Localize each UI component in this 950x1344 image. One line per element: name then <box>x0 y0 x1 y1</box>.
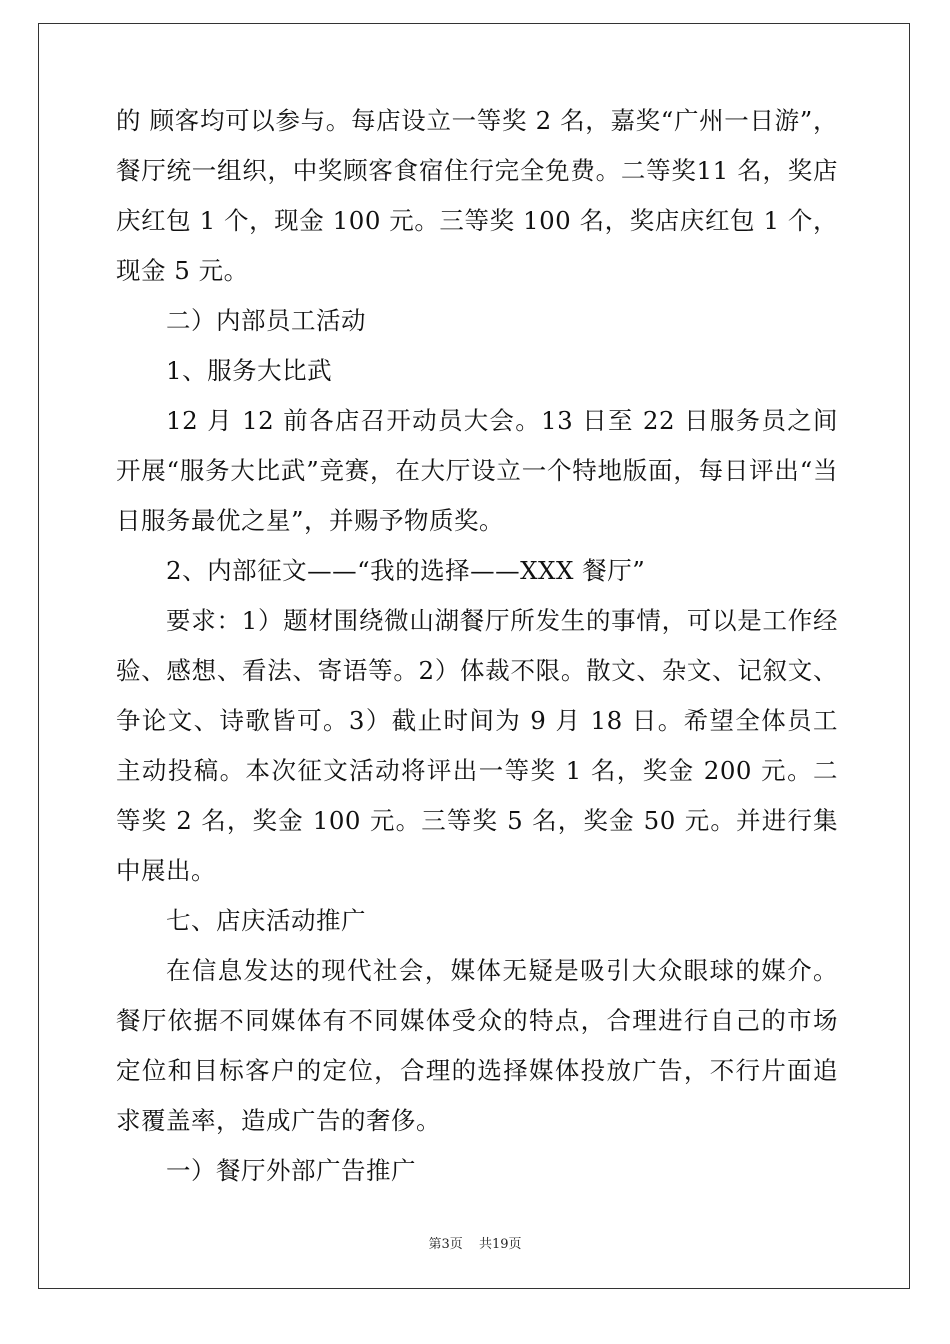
page-footer <box>0 1233 950 1252</box>
page-total: 共19页 <box>478 1237 522 1252</box>
page-number: 第3页 <box>428 1237 463 1252</box>
heading-service-contest: 1、服务大比武 <box>166 356 333 385</box>
paragraph-service-contest: 12 月 12 前各店召开动员大会。13 日至 22 日服务员之间开展“服务大比武”竞赛，在大厅设立一个特地版面，每日评出“当日服务最优之星”，并赐予物质奖。 <box>116 406 838 535</box>
document-body <box>116 96 838 1196</box>
heading-external-advertising: 一）餐厅外部广告推广 <box>166 1156 416 1185</box>
heading-promotion: 七、店庆活动推广 <box>166 906 366 935</box>
paragraph-prize-details: 的 顾客均可以参与。每店设立一等奖 2 名，嘉奖“广州一日游”，餐厅统一组织，中奖顾客食宿住行完全免费。二等奖11 名，奖店庆红包 1 个，现金 100 元。三等奖 100 名，奖店庆红包 1 个，现金 5 元。 <box>116 106 838 285</box>
paragraph-essay-requirements: 要求：1）题材围绕微山湖餐厅所发生的事情，可以是工作经验、感想、看法、寄语等。2）体裁不限。散文、杂文、记叙文、争论文、诗歌皆可。3）截止时间为 9 月 18 日。希望全体员工主动投稿。本次征文活动将评出一等奖 1 名，奖金 200 元。二等奖 2 名，奖金 100 元。三等奖 5 名，奖金 50 元。并进行集中展出。 <box>116 606 838 885</box>
heading-internal-activities: 二）内部员工活动 <box>166 306 366 335</box>
heading-essay-contest: 2、内部征文——“我的选择——XXX 餐厅” <box>166 556 646 585</box>
paragraph-media-strategy: 在信息发达的现代社会，媒体无疑是吸引大众眼球的媒介。餐厅依据不同媒体有不同媒体受众的特点，合理进行自己的市场定位和目标客户的定位，合理的选择媒体投放广告，不行片面追求覆盖率，造成广告的奢侈。 <box>116 956 838 1135</box>
